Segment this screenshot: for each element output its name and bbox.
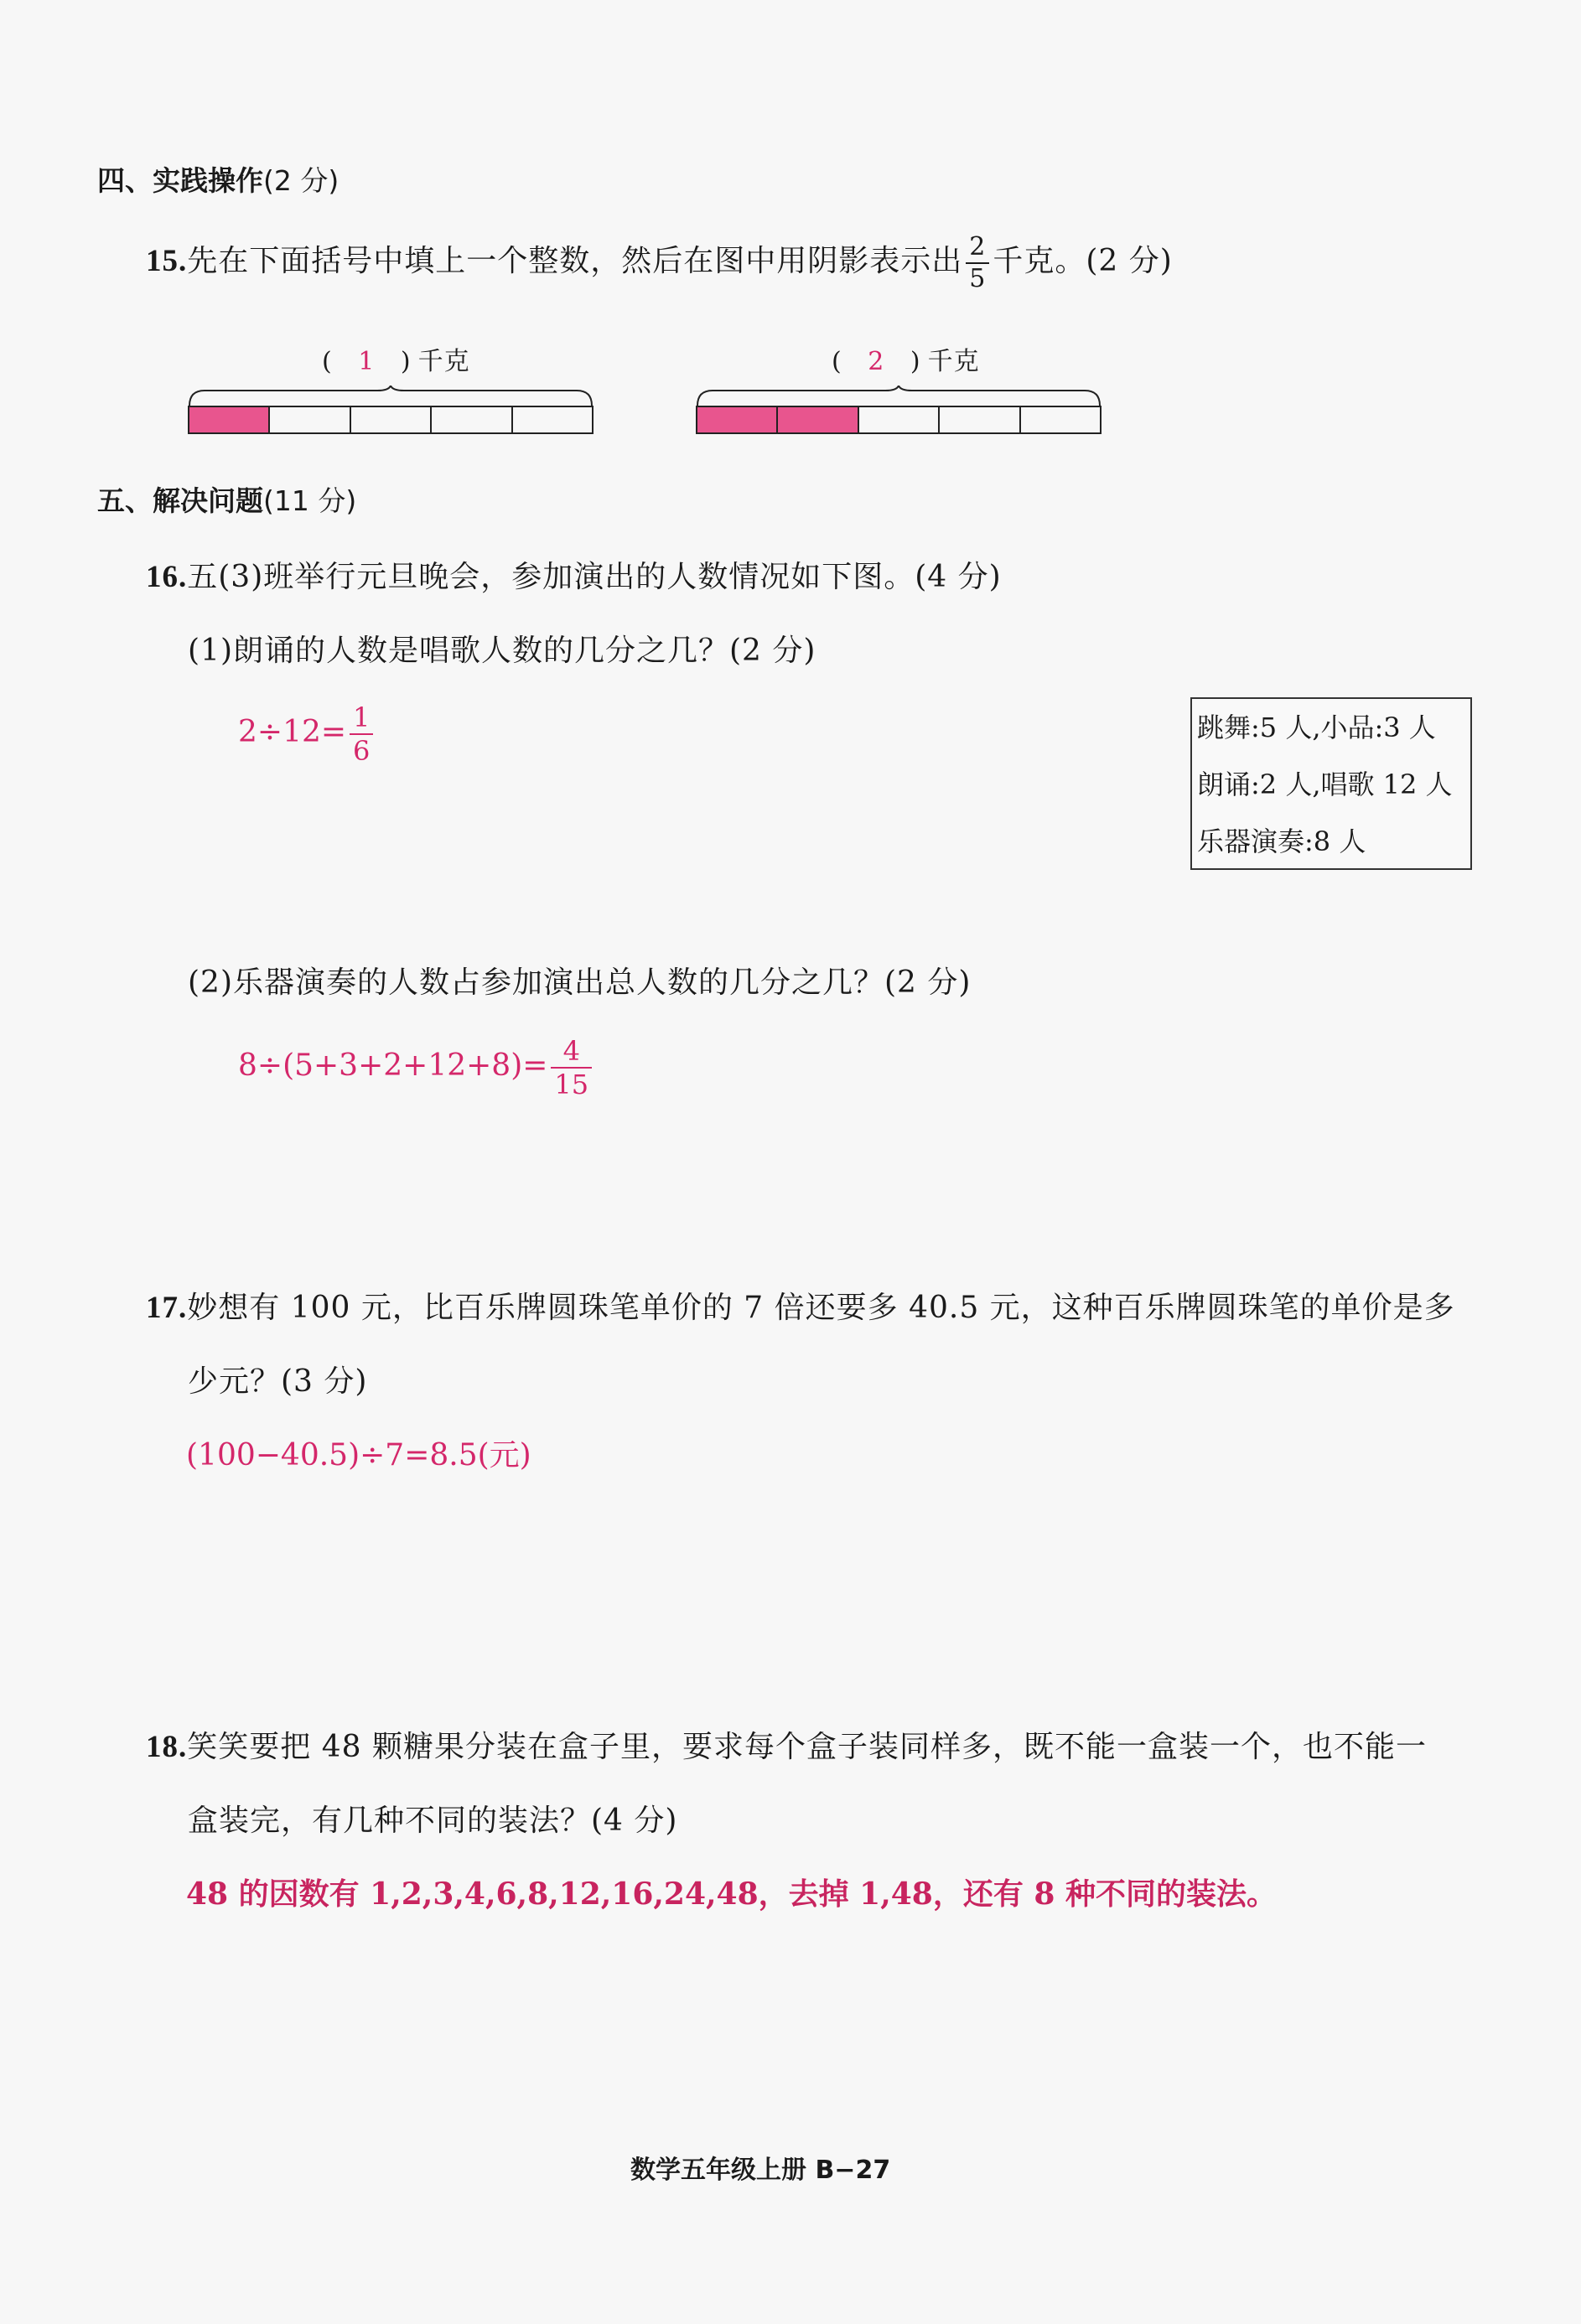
question-18-text-1: 笑笑要把 48 颗糖果分装在盒子里，要求每个盒子装同样多，既不能一盒装一个，也不能一 xyxy=(187,1730,1427,1764)
info-line-1: 跳舞:5 人,小品:3 人 xyxy=(1197,712,1436,743)
question-16-sub-1: (1)朗诵的人数是唱歌人数的几分之几？(2 分) xyxy=(188,634,816,668)
bar-2-label xyxy=(832,340,980,377)
answer-1-numerator: 1 xyxy=(353,701,371,733)
answer-2-expression: 8÷(5+3+2+12+8)= xyxy=(238,1048,548,1083)
fraction-numerator: 2 xyxy=(969,232,987,261)
bar-2 xyxy=(696,406,1102,434)
answer-2-numerator: 4 xyxy=(562,1035,580,1067)
bar-1-brace xyxy=(188,386,594,407)
question-18-answer: 48 的因数有 1,2,3,4,6,8,12,16,24,48，去掉 1,48，还有 8 种不同的装法。 xyxy=(186,1876,1277,1912)
question-18-number: 18. xyxy=(146,1730,188,1764)
bar-2-open-paren: ( xyxy=(832,347,842,376)
question-16-answer-2 xyxy=(238,1033,595,1100)
answer-1-fraction xyxy=(350,701,373,767)
bar-1-open-paren: ( xyxy=(322,347,333,376)
answer-1-expression: 2÷12= xyxy=(238,715,347,749)
bar-1-answer: 1 xyxy=(358,347,376,376)
bar-2-brace xyxy=(696,386,1102,407)
bar-1 xyxy=(188,406,594,434)
bar-1-cell xyxy=(350,407,430,432)
answer-2-denominator: 15 xyxy=(551,1067,592,1098)
bar-1-cell-shaded xyxy=(189,407,268,432)
info-line-2: 朗诵:2 人,唱歌 12 人 xyxy=(1197,769,1453,800)
question-16-sub-2: (2)乐器演奏的人数占参加演出总人数的几分之几？(2 分) xyxy=(188,965,972,1000)
info-line-3: 乐器演奏:8 人 xyxy=(1197,826,1366,857)
answer-2-fraction xyxy=(551,1035,592,1100)
section-4-title: 四、实践操作 xyxy=(97,164,263,197)
question-17-line-2: 少元？(3 分) xyxy=(188,1364,368,1399)
bar-2-answer: 2 xyxy=(868,347,885,376)
bar-2-cell xyxy=(1019,407,1100,432)
question-17-number: 17. xyxy=(146,1291,188,1325)
bar-2-unit: 千克 xyxy=(927,347,980,376)
fraction-denominator: 5 xyxy=(966,262,989,292)
section-5-score: (11 分) xyxy=(263,484,357,517)
question-17-text-1: 妙想有 100 元，比百乐牌圆珠笔单价的 7 倍还要多 40.5 元，这种百乐牌圆珠笔的单价是多 xyxy=(187,1291,1455,1325)
bar-2-cell xyxy=(858,407,938,432)
question-16-answer-1 xyxy=(238,699,376,766)
section-5-title: 五、解决问题 xyxy=(97,484,263,517)
section-4-score: (2 分) xyxy=(263,164,340,197)
question-15-number: 15. xyxy=(146,244,188,278)
bar-2-cell-shaded xyxy=(697,407,776,432)
question-17-answer: (100−40.5)÷7=8.5(元) xyxy=(186,1438,531,1473)
question-16-text: 五(3)班举行元旦晚会，参加演出的人数情况如下图。(4 分) xyxy=(187,560,1002,594)
bar-1-close-paren: ) xyxy=(400,347,412,376)
bar-2-cell-shaded xyxy=(776,407,857,432)
performance-info-box xyxy=(1190,697,1472,870)
bar-1-cell xyxy=(268,407,349,432)
question-18-line-2: 盒装完，有几种不同的装法？(4 分) xyxy=(188,1804,678,1838)
question-16 xyxy=(146,553,1002,596)
bar-1-cell xyxy=(430,407,511,432)
answer-1-denominator: 6 xyxy=(350,733,373,764)
question-15-text-after: 千克。(2 分) xyxy=(993,244,1173,278)
page-footer: 数学五年级上册 B−27 xyxy=(630,2156,891,2185)
bar-1-label xyxy=(322,340,470,377)
bar-2-close-paren: ) xyxy=(910,347,921,376)
question-18-line-1 xyxy=(146,1723,1427,1766)
bar-2-cell xyxy=(938,407,1019,432)
question-17-line-1 xyxy=(146,1284,1455,1327)
question-15-text-before: 先在下面括号中填上一个整数，然后在图中用阴影表示出 xyxy=(187,244,963,278)
bar-1-cell xyxy=(511,407,592,432)
question-16-number: 16. xyxy=(146,560,188,594)
bar-1-unit: 千克 xyxy=(417,347,470,376)
question-15 xyxy=(146,228,1173,295)
section-4-heading xyxy=(97,159,339,199)
section-5-heading xyxy=(97,479,356,519)
fraction-two-fifths xyxy=(966,232,989,293)
